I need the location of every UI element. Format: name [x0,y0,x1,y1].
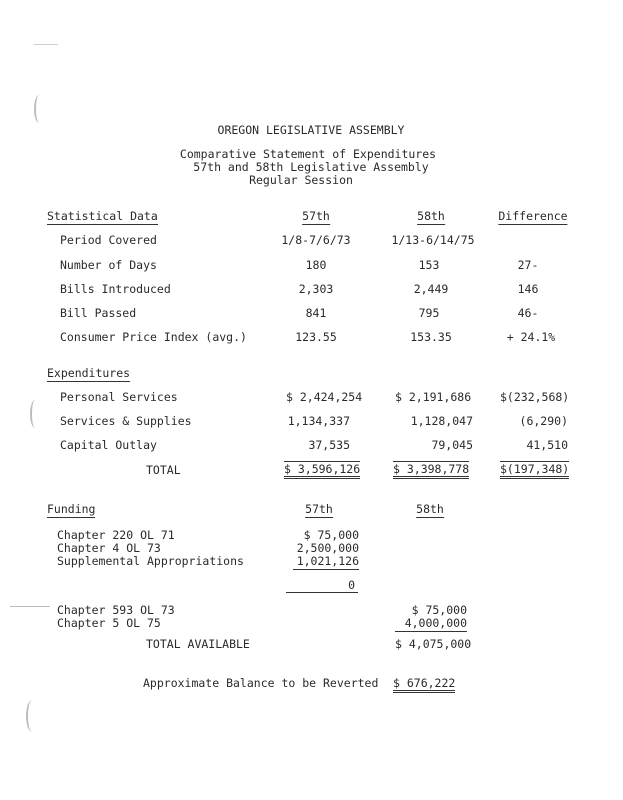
value-57th: $ 2,424,254 [286,390,363,404]
total-57th-value: $ 3,596,126 [284,462,360,479]
funding-value-58th: $ 75,000 [411,603,467,617]
document-subtitle: Comparative Statement of Expenditures [179,147,437,161]
funding-label: Chapter 4 OL 73 [57,541,161,555]
funding-value-57th: 1,021,126 [293,554,359,570]
funding-label: Chapter 593 OL 73 [57,603,175,617]
funding-value-57th: 2,500,000 [296,541,359,555]
row-label: Period Covered [60,233,157,247]
expenditures-heading: Expenditures [47,366,131,380]
row-label: Services & Supplies [60,414,192,428]
value-57th: 1/8-7/6/73 [281,233,351,247]
document-subtitle: Regular Session [249,173,353,187]
value-58th: 153.35 [410,330,452,344]
value-58th: $ 2,191,686 [395,390,472,404]
value-difference: (6,290) [519,414,568,428]
value-57th: 123.55 [295,330,337,344]
total-available-value: $ 4,075,000 [395,637,472,651]
value-58th: 153 [418,258,440,272]
scan-mark-line [34,44,58,45]
row-label: Personal Services [60,390,178,404]
funding-value-57th: $ 75,000 [303,528,359,542]
total-difference-value: $(197,348) [500,462,569,479]
total-57th [284,461,360,476]
row-label: Bills Introduced [60,282,171,296]
column-header-58th: 58th [417,209,445,223]
total-difference [500,461,569,476]
funding-label: Chapter 5 OL 75 [57,616,161,630]
document-subtitle: 57th and 58th Legislative Assembly [193,160,429,174]
funding-label: Supplemental Appropriations [57,554,244,568]
column-header-difference: Difference [498,209,568,223]
scan-mark [30,400,40,428]
value-57th: 37,535 [308,438,350,452]
scan-mark [34,95,44,123]
funding-column-58th: 58th [416,502,444,516]
value-58th: 79,045 [431,438,473,452]
funding-column-57th: 57th [305,502,333,516]
row-label: Capital Outlay [60,438,157,452]
funding-value-58th: 4,000,000 [395,616,467,632]
value-difference: 27- [517,258,539,272]
statistical-data-heading: Statistical Data [47,209,158,223]
value-difference: + 24.1% [506,330,556,344]
document-title: OREGON LEGISLATIVE ASSEMBLY [217,123,405,137]
balance-value-text: $ 676,222 [393,676,455,693]
total-available-label: TOTAL AVAILABLE [146,637,250,651]
value-57th: 1,134,337 [287,414,350,428]
column-header-57th: 57th [302,209,330,223]
balance-value [393,676,455,690]
row-label: Bill Passed [60,306,137,320]
scan-mark-line [10,606,50,607]
total-58th [393,461,469,476]
balance-label: Approximate Balance to be Reverted [143,676,379,690]
value-57th: 2,303 [298,282,334,296]
total-label: TOTAL [146,463,181,477]
value-difference: 46- [517,306,539,320]
scan-mark [26,700,38,732]
value-57th: 841 [305,306,327,320]
value-difference: 146 [517,282,539,296]
funding-label: Chapter 220 OL 71 [57,528,175,542]
value-58th: 1,128,047 [410,414,473,428]
value-57th: 180 [305,258,327,272]
value-difference: $(232,568) [500,390,570,404]
value-58th: 1/13-6/14/75 [391,233,475,247]
funding-heading: Funding [47,502,96,516]
row-label: Number of Days [60,258,157,272]
value-58th: 2,449 [413,282,449,296]
funding-balance-57th: 0 [348,578,355,592]
value-difference: 41,510 [526,438,568,452]
funding-57th-rule [286,592,358,593]
row-label: Consumer Price Index (avg.) [60,330,247,344]
value-58th: 795 [418,306,440,320]
total-58th-value: $ 3,398,778 [393,462,469,479]
